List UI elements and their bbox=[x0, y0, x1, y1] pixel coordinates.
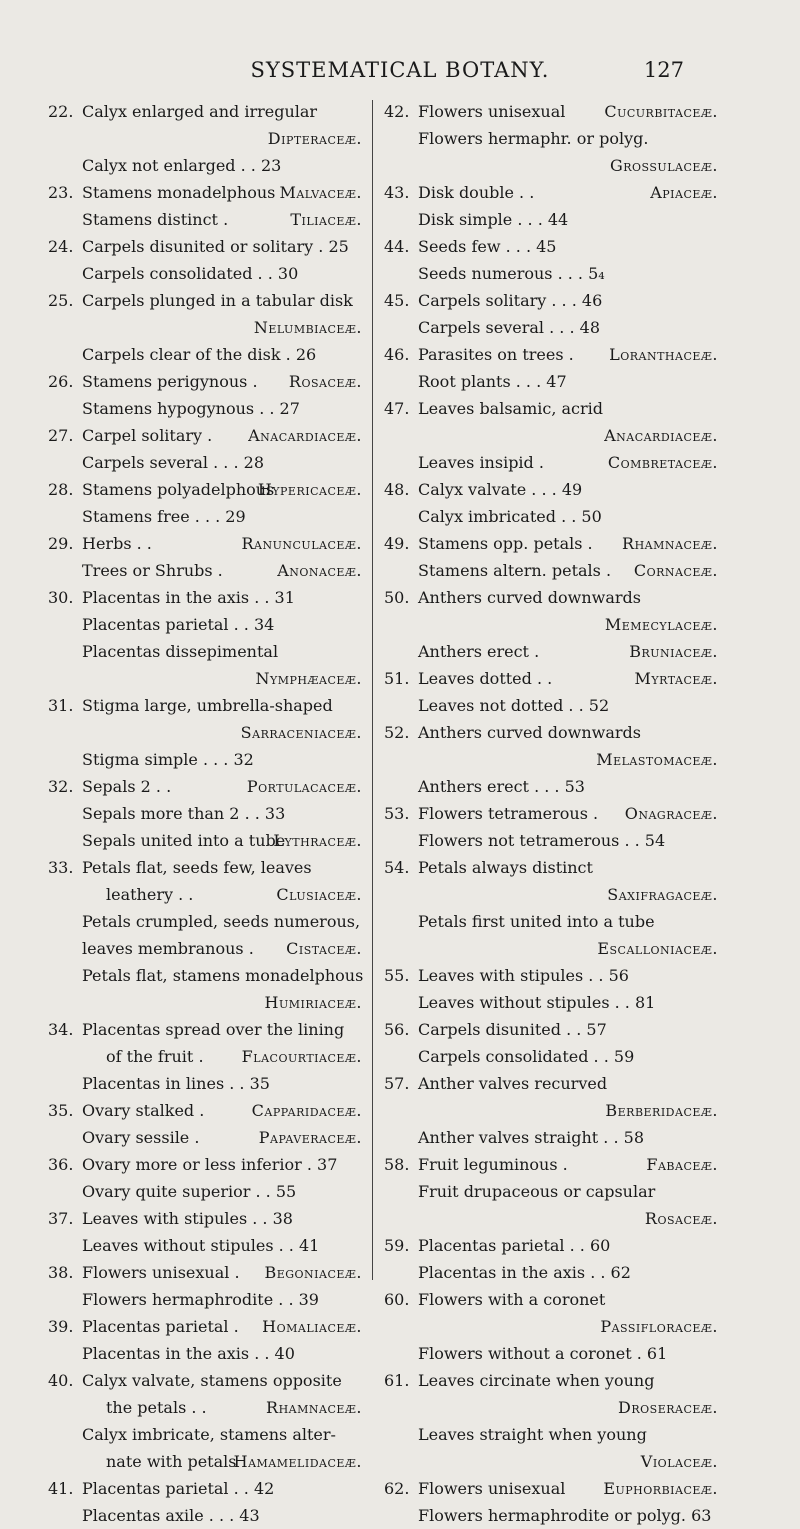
key-text: Flowers with a coronet bbox=[418, 1290, 606, 1309]
key-line bbox=[48, 449, 366, 476]
key-text: Stigma large, umbrella-shaped bbox=[82, 696, 333, 715]
key-line bbox=[48, 503, 366, 530]
key-text: Stamens free . . . 29 bbox=[82, 507, 246, 526]
key-text: Placentas in the axis . . 31 bbox=[82, 588, 295, 607]
key-text: Carpels clear of the disk . 26 bbox=[82, 345, 317, 364]
key-line bbox=[384, 557, 722, 584]
key-line bbox=[384, 1394, 722, 1421]
key-line bbox=[384, 314, 722, 341]
key-text: Flowers hermaphr. or polyg. bbox=[418, 129, 649, 148]
key-text: Seeds numerous . . . 5₄ bbox=[418, 264, 605, 283]
key-text: Petals flat, seeds few, leaves bbox=[82, 858, 312, 877]
key-line bbox=[48, 935, 366, 962]
key-line bbox=[384, 476, 722, 503]
key-number: 24. bbox=[48, 237, 74, 256]
key-text: Leaves without stipules . . 81 bbox=[418, 993, 656, 1012]
key-text: Carpels several . . . 48 bbox=[418, 318, 601, 337]
key-line bbox=[384, 503, 722, 530]
key-text: Stamens distinct . bbox=[82, 210, 229, 229]
key-number: 43. bbox=[384, 183, 410, 202]
key-line bbox=[48, 827, 366, 854]
family-name: Saxifragaceæ. bbox=[607, 885, 718, 904]
key-text: leaves membranous . bbox=[82, 939, 254, 958]
key-text: Flowers hermaphrodite or polyg. 63 bbox=[418, 1506, 712, 1525]
family-name: Escalloniaceæ. bbox=[597, 939, 718, 958]
key-line bbox=[384, 1313, 722, 1340]
key-line bbox=[48, 1421, 366, 1448]
key-line bbox=[384, 1043, 722, 1070]
key-line bbox=[384, 98, 722, 125]
key-line bbox=[384, 854, 722, 881]
key-line bbox=[48, 476, 366, 503]
key-line bbox=[48, 989, 366, 1016]
family-name: Begoniaceæ. bbox=[264, 1263, 362, 1282]
key-text: Anthers curved downwards bbox=[418, 723, 641, 742]
key-number: 25. bbox=[48, 291, 74, 310]
key-line bbox=[48, 260, 366, 287]
key-line bbox=[48, 1259, 366, 1286]
key-line bbox=[384, 1286, 722, 1313]
key-line bbox=[48, 692, 366, 719]
key-line bbox=[384, 125, 722, 152]
key-line bbox=[384, 1124, 722, 1151]
key-text: Flowers unisexual . bbox=[82, 1263, 240, 1282]
family-name: Cucurbitaceæ. bbox=[604, 102, 718, 121]
key-line bbox=[48, 611, 366, 638]
key-line bbox=[48, 746, 366, 773]
family-name: Portulacaceæ. bbox=[246, 777, 362, 796]
key-line bbox=[48, 287, 366, 314]
key-number: 47. bbox=[384, 399, 410, 418]
key-line bbox=[48, 1043, 366, 1070]
family-name: Droseraceæ. bbox=[618, 1398, 718, 1417]
key-number: 33. bbox=[48, 858, 74, 877]
key-line bbox=[384, 530, 722, 557]
key-number: 55. bbox=[384, 966, 410, 985]
key-text: Petals always distinct bbox=[418, 858, 593, 877]
key-line bbox=[384, 1205, 722, 1232]
key-line bbox=[384, 989, 722, 1016]
family-name: Cistaceæ. bbox=[286, 939, 362, 958]
family-name: Tiliaceæ. bbox=[290, 210, 362, 229]
key-number: 37. bbox=[48, 1209, 74, 1228]
family-name: Rhamnaceæ. bbox=[622, 534, 718, 553]
key-text: Flowers unisexual bbox=[418, 102, 566, 121]
key-text: of the fruit . bbox=[106, 1047, 204, 1066]
key-line bbox=[384, 233, 722, 260]
running-title: SYSTEMATICAL BOTANY. bbox=[250, 58, 550, 82]
key-text: Flowers unisexual bbox=[418, 1479, 566, 1498]
key-number: 34. bbox=[48, 1020, 74, 1039]
family-name: Onagraceæ. bbox=[624, 804, 718, 823]
key-text: Anthers curved downwards bbox=[418, 588, 641, 607]
key-text: Carpels disunited or solitary . 25 bbox=[82, 237, 349, 256]
key-line bbox=[384, 179, 722, 206]
key-line bbox=[384, 800, 722, 827]
key-line bbox=[48, 341, 366, 368]
key-text: Fruit drupaceous or capsular bbox=[418, 1182, 656, 1201]
key-number: 40. bbox=[48, 1371, 74, 1390]
key-line bbox=[384, 611, 722, 638]
key-text: Anthers erect . bbox=[418, 642, 540, 661]
key-text: Leaves balsamic, acrid bbox=[418, 399, 604, 418]
key-line bbox=[384, 449, 722, 476]
key-number: 22. bbox=[48, 102, 74, 121]
key-number: 44. bbox=[384, 237, 410, 256]
key-text: Anther valves recurved bbox=[418, 1074, 608, 1093]
key-text: Disk double . . bbox=[418, 183, 535, 202]
key-line bbox=[384, 1151, 722, 1178]
family-name: Nelumbiaceæ. bbox=[253, 318, 362, 337]
key-text: Carpel solitary . bbox=[82, 426, 213, 445]
family-name: Myrtaceæ. bbox=[634, 669, 718, 688]
key-text: Leaves circinate when young bbox=[418, 1371, 655, 1390]
key-text: Placentas parietal . . 34 bbox=[82, 615, 275, 634]
key-text: the petals . . bbox=[106, 1398, 207, 1417]
family-name: Bruniaceæ. bbox=[629, 642, 718, 661]
key-text: Stigma simple . . . 32 bbox=[82, 750, 254, 769]
key-text: Sepals 2 . . bbox=[82, 777, 172, 796]
key-text: Placentas spread over the lining bbox=[82, 1020, 345, 1039]
key-text: Stamens hypogynous . . 27 bbox=[82, 399, 300, 418]
key-text: Stamens altern. petals . bbox=[418, 561, 612, 580]
key-line bbox=[48, 1313, 366, 1340]
key-line bbox=[384, 1340, 722, 1367]
key-text: Sepals united into a tube bbox=[82, 831, 286, 850]
family-name: Malvaceæ. bbox=[279, 183, 362, 202]
family-name: Violaceæ. bbox=[640, 1452, 718, 1471]
family-name: Berberidaceæ. bbox=[605, 1101, 718, 1120]
key-text: Flowers without a coronet . 61 bbox=[418, 1344, 668, 1363]
key-line bbox=[384, 287, 722, 314]
key-text: Leaves with stipules . . 56 bbox=[418, 966, 629, 985]
family-name: Memecylaceæ. bbox=[604, 615, 718, 634]
key-line bbox=[48, 557, 366, 584]
key-number: 53. bbox=[384, 804, 410, 823]
key-number: 45. bbox=[384, 291, 410, 310]
family-name: Sarraceniaceæ. bbox=[240, 723, 362, 742]
key-line bbox=[48, 314, 366, 341]
key-text: Carpels solitary . . . 46 bbox=[418, 291, 603, 310]
key-line bbox=[48, 1475, 366, 1502]
key-number: 29. bbox=[48, 534, 74, 553]
key-text: Calyx valvate, stamens opposite bbox=[82, 1371, 342, 1390]
key-line bbox=[48, 1502, 366, 1529]
family-name: Cornaceæ. bbox=[633, 561, 718, 580]
family-name: Rhamnaceæ. bbox=[266, 1398, 362, 1417]
key-line bbox=[384, 341, 722, 368]
key-number: 60. bbox=[384, 1290, 410, 1309]
key-number: 27. bbox=[48, 426, 74, 445]
key-line bbox=[384, 962, 722, 989]
key-number: 50. bbox=[384, 588, 410, 607]
key-line bbox=[48, 800, 366, 827]
right-column bbox=[384, 98, 722, 1529]
key-line bbox=[48, 665, 366, 692]
key-number: 41. bbox=[48, 1479, 74, 1498]
key-line bbox=[384, 827, 722, 854]
key-line bbox=[384, 1016, 722, 1043]
key-text: Leaves with stipules . . 38 bbox=[82, 1209, 293, 1228]
key-line bbox=[48, 1016, 366, 1043]
key-line bbox=[384, 1259, 722, 1286]
family-name: Clusiaceæ. bbox=[276, 885, 362, 904]
key-number: 49. bbox=[384, 534, 410, 553]
page-header bbox=[0, 58, 800, 94]
key-line bbox=[48, 962, 366, 989]
key-line bbox=[48, 1124, 366, 1151]
key-line bbox=[48, 1205, 366, 1232]
key-text: Petals first united into a tube bbox=[418, 912, 655, 931]
key-line bbox=[384, 719, 722, 746]
key-number: 23. bbox=[48, 183, 74, 202]
key-text: nate with petals bbox=[106, 1452, 237, 1471]
family-name: Fabaceæ. bbox=[646, 1155, 718, 1174]
key-text: Ovary stalked . bbox=[82, 1101, 205, 1120]
key-text: Carpels consolidated . . 59 bbox=[418, 1047, 635, 1066]
key-line bbox=[48, 179, 366, 206]
key-text: Seeds few . . . 45 bbox=[418, 237, 557, 256]
key-text: Trees or Shrubs . bbox=[82, 561, 223, 580]
left-column bbox=[48, 98, 366, 1529]
family-name: Apiaceæ. bbox=[650, 183, 718, 202]
key-number: 26. bbox=[48, 372, 74, 391]
family-name: Anacardiaceæ. bbox=[604, 426, 718, 445]
family-name: Hypericaceæ. bbox=[257, 480, 362, 499]
key-number: 30. bbox=[48, 588, 74, 607]
key-text: Ovary sessile . bbox=[82, 1128, 200, 1147]
key-line bbox=[384, 1421, 722, 1448]
family-name: Lythraceæ. bbox=[273, 831, 362, 850]
key-line bbox=[48, 368, 366, 395]
family-name: Papaveraceæ. bbox=[258, 1128, 362, 1147]
key-line bbox=[48, 908, 366, 935]
key-line bbox=[384, 1367, 722, 1394]
key-text: Calyx enlarged and irregular bbox=[82, 102, 318, 121]
key-text: Ovary more or less inferior . 37 bbox=[82, 1155, 338, 1174]
key-line bbox=[48, 1151, 366, 1178]
key-line bbox=[384, 584, 722, 611]
key-number: 57. bbox=[384, 1074, 410, 1093]
key-line bbox=[384, 773, 722, 800]
key-text: Root plants . . . 47 bbox=[418, 372, 567, 391]
key-number: 38. bbox=[48, 1263, 74, 1282]
key-number: 35. bbox=[48, 1101, 74, 1120]
family-name: Homaliaceæ. bbox=[262, 1317, 362, 1336]
key-number: 58. bbox=[384, 1155, 410, 1174]
key-line bbox=[48, 206, 366, 233]
key-text: Disk simple . . . 44 bbox=[418, 210, 569, 229]
key-line bbox=[384, 368, 722, 395]
key-line bbox=[384, 746, 722, 773]
key-line bbox=[48, 98, 366, 125]
key-text: Anther valves straight . . 58 bbox=[418, 1128, 645, 1147]
key-number: 56. bbox=[384, 1020, 410, 1039]
family-name: Flacourtiaceæ. bbox=[241, 1047, 362, 1066]
key-text: Carpels disunited . . 57 bbox=[418, 1020, 607, 1039]
key-line bbox=[384, 665, 722, 692]
family-name: Anacardiaceæ. bbox=[248, 426, 362, 445]
key-text: Placentas dissepimental bbox=[82, 642, 279, 661]
key-line bbox=[384, 881, 722, 908]
key-text: leathery . . bbox=[106, 885, 194, 904]
key-line bbox=[48, 395, 366, 422]
key-text: Leaves dotted . . bbox=[418, 669, 553, 688]
key-line bbox=[48, 773, 366, 800]
key-number: 32. bbox=[48, 777, 74, 796]
key-text: Petals crumpled, seeds numerous, bbox=[82, 912, 361, 931]
key-line bbox=[384, 1232, 722, 1259]
key-text: Placentas parietal . . 60 bbox=[418, 1236, 611, 1255]
key-text: Sepals more than 2 . . 33 bbox=[82, 804, 286, 823]
key-text: Flowers not tetramerous . . 54 bbox=[418, 831, 666, 850]
family-name: Capparidaceæ. bbox=[251, 1101, 362, 1120]
key-text: Fruit leguminous . bbox=[418, 1155, 568, 1174]
key-line bbox=[384, 1475, 722, 1502]
key-line bbox=[48, 719, 366, 746]
key-text: Anthers erect . . . 53 bbox=[418, 777, 585, 796]
key-line bbox=[48, 530, 366, 557]
key-line bbox=[384, 638, 722, 665]
key-text: Flowers tetramerous . bbox=[418, 804, 599, 823]
family-name: Rosaceæ. bbox=[288, 372, 362, 391]
key-line bbox=[48, 233, 366, 260]
key-line bbox=[48, 1394, 366, 1421]
key-line bbox=[384, 1097, 722, 1124]
key-number: 48. bbox=[384, 480, 410, 499]
key-line bbox=[48, 152, 366, 179]
key-line bbox=[384, 908, 722, 935]
key-text: Stamens perigynous . bbox=[82, 372, 258, 391]
key-line bbox=[48, 584, 366, 611]
family-name: Melastomaceæ. bbox=[596, 750, 718, 769]
key-line bbox=[384, 152, 722, 179]
key-text: Petals flat, stamens monadelphous bbox=[82, 966, 364, 985]
family-name: Anonaceæ. bbox=[277, 561, 362, 580]
key-line bbox=[48, 1097, 366, 1124]
family-name: Nymphæaceæ. bbox=[255, 669, 362, 688]
key-text: Carpels consolidated . . 30 bbox=[82, 264, 299, 283]
key-number: 28. bbox=[48, 480, 74, 499]
key-number: 39. bbox=[48, 1317, 74, 1336]
key-text: Leaves straight when young bbox=[418, 1425, 647, 1444]
key-text: Placentas in the axis . . 40 bbox=[82, 1344, 295, 1363]
key-text: Parasites on trees . bbox=[418, 345, 574, 364]
key-text: Stamens monadelphous bbox=[82, 183, 276, 202]
key-number: 54. bbox=[384, 858, 410, 877]
key-text: Carpels several . . . 28 bbox=[82, 453, 265, 472]
family-name: Loranthaceæ. bbox=[609, 345, 718, 364]
key-line bbox=[48, 125, 366, 152]
family-name: Dipteraceæ. bbox=[267, 129, 362, 148]
key-text: Placentas parietal . bbox=[82, 1317, 239, 1336]
key-text: Ovary quite superior . . 55 bbox=[82, 1182, 297, 1201]
key-line bbox=[48, 1232, 366, 1259]
family-name: Passifloraceæ. bbox=[600, 1317, 718, 1336]
key-text: Herbs . . bbox=[82, 534, 152, 553]
key-text: Calyx not enlarged . . 23 bbox=[82, 156, 282, 175]
family-name: Hamamelidaceæ. bbox=[233, 1452, 362, 1471]
key-line bbox=[384, 206, 722, 233]
key-line bbox=[384, 1178, 722, 1205]
key-text: Carpels plunged in a tabular disk bbox=[82, 291, 353, 310]
key-text: Calyx valvate . . . 49 bbox=[418, 480, 583, 499]
family-name: Rosaceæ. bbox=[644, 1209, 718, 1228]
key-text: Flowers hermaphrodite . . 39 bbox=[82, 1290, 319, 1309]
key-line bbox=[384, 1448, 722, 1475]
key-line bbox=[48, 854, 366, 881]
key-text: Leaves insipid . bbox=[418, 453, 544, 472]
key-line bbox=[48, 1448, 366, 1475]
key-line bbox=[48, 1286, 366, 1313]
key-text: Placentas in the axis . . 62 bbox=[418, 1263, 631, 1282]
key-text: Leaves without stipules . . 41 bbox=[82, 1236, 320, 1255]
key-text: Placentas axile . . . 43 bbox=[82, 1506, 260, 1525]
key-line bbox=[384, 1070, 722, 1097]
page-number: 127 bbox=[643, 58, 684, 82]
key-line bbox=[48, 638, 366, 665]
key-line bbox=[384, 692, 722, 719]
key-line bbox=[384, 422, 722, 449]
key-text: Stamens opp. petals . bbox=[418, 534, 593, 553]
key-number: 46. bbox=[384, 345, 410, 364]
key-line bbox=[384, 260, 722, 287]
key-number: 51. bbox=[384, 669, 410, 688]
key-number: 52. bbox=[384, 723, 410, 742]
key-number: 42. bbox=[384, 102, 410, 121]
family-name: Humiriaceæ. bbox=[264, 993, 362, 1012]
key-number: 62. bbox=[384, 1479, 410, 1498]
key-line bbox=[384, 935, 722, 962]
family-name: Combretaceæ. bbox=[607, 453, 718, 472]
key-line bbox=[48, 1070, 366, 1097]
key-line bbox=[384, 395, 722, 422]
key-line bbox=[48, 1178, 366, 1205]
key-number: 31. bbox=[48, 696, 74, 715]
key-text: Leaves not dotted . . 52 bbox=[418, 696, 610, 715]
key-text: Calyx imbricate, stamens alter- bbox=[82, 1425, 336, 1444]
key-number: 36. bbox=[48, 1155, 74, 1174]
key-line bbox=[48, 881, 366, 908]
family-name: Grossulaceæ. bbox=[609, 156, 718, 175]
key-number: 59. bbox=[384, 1236, 410, 1255]
key-text: Placentas parietal . . 42 bbox=[82, 1479, 275, 1498]
key-line bbox=[48, 422, 366, 449]
family-name: Euphorbiaceæ. bbox=[603, 1479, 718, 1498]
key-text: Calyx imbricated . . 50 bbox=[418, 507, 602, 526]
family-name: Ranunculaceæ. bbox=[241, 534, 362, 553]
key-line bbox=[48, 1367, 366, 1394]
key-number: 61. bbox=[384, 1371, 410, 1390]
column-divider bbox=[372, 100, 373, 1280]
key-line bbox=[384, 1502, 722, 1529]
key-text: Placentas in lines . . 35 bbox=[82, 1074, 270, 1093]
key-line bbox=[48, 1340, 366, 1367]
key-text: Stamens polyadelphous bbox=[82, 480, 275, 499]
